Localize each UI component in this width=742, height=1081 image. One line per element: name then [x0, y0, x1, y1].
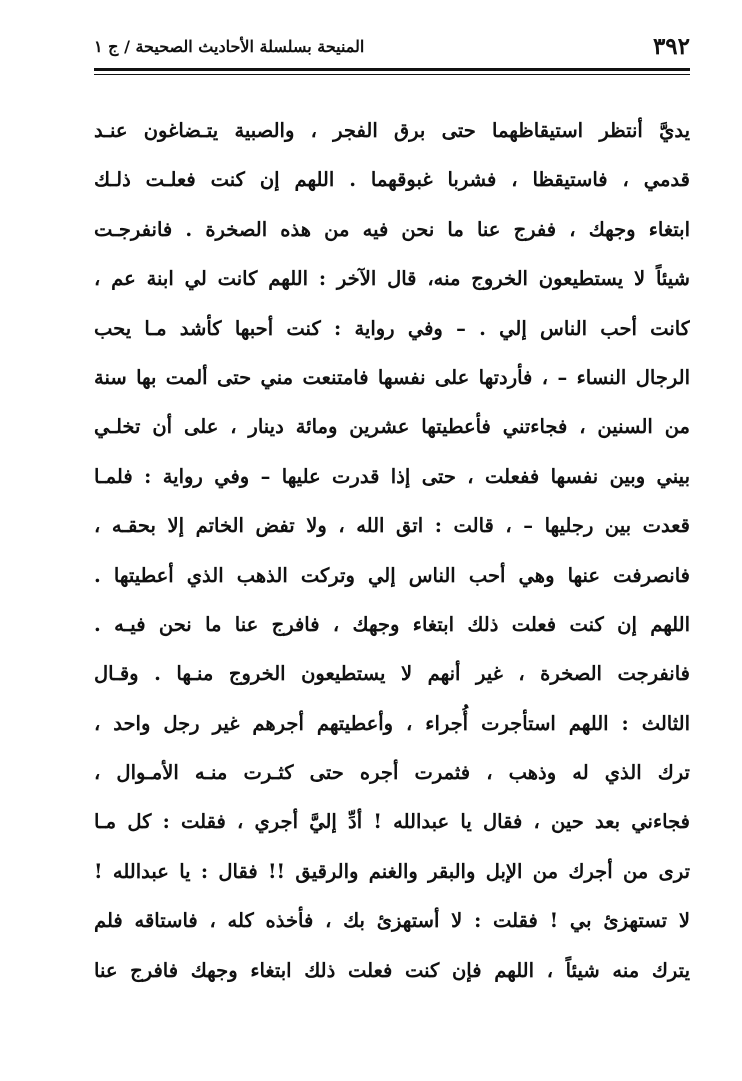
text-line-15: فجاءني بعد حين ، فقال يا عبدالله ! أدِّ إليَّ أجري ، فقلت : كل مـا [94, 810, 690, 834]
text-line-12: فانفرجت الصخرة ، غير أنهم لا يستطيعون الخروج منـها . وقـال [94, 662, 690, 686]
text-line-14: ترك الذي له وذهب ، فثمرت أجره حتى كثـرت منـه الأمـوال ، [94, 761, 690, 785]
header-rule-thin [94, 74, 690, 75]
page-number: ٣٩٢ [652, 32, 690, 60]
text-line-3: ابتغاء وجهك ، ففرج عنا ما نحن فيه من هذه الصخرة . فانفرجـت [94, 217, 690, 241]
page-header [94, 26, 690, 66]
running-title: المنيحة بسلسلة الأحاديث الصحيحة / ج ١ [94, 36, 365, 56]
text-line-11: اللهم إن كنت فعلت ذلك ابتغاء وجهك ، فافرج عنا ما نحن فيـه . [94, 612, 690, 636]
text-line-6: الرجال النساء – ، فأردتها على نفسها فامتنعت مني حتى ألمت بها سنة [94, 365, 690, 389]
text-line-4: شيئاً لا يستطيعون الخروج منه، قال الآخر : اللهم كانت لي ابنة عم ، [94, 267, 690, 291]
text-line-13: الثالث : اللهم استأجرت أُجراء ، وأعطيتهم أجرهم غير رجل واحد ، [94, 711, 690, 735]
text-line-18: يترك منه شيئاً ، اللهم فإن كنت فعلت ذلك ابتغاء وجهك فافرج عنا [94, 958, 690, 982]
header-rule-thick [94, 68, 690, 71]
text-line-10: فانصرفت عنها وهي أحب الناس إلي وتركت الذهب الذي أعطيتها . [94, 563, 690, 587]
body-text [94, 106, 690, 995]
text-line-5: كانت أحب الناس إلي . – وفي رواية : كنت أحبها كأشد مـا يحب [94, 316, 690, 340]
text-line-17: لا تستهزئ بي ! فقلت : لا أستهزئ بك ، فأخذه كله ، فاستاقه فلم [94, 909, 690, 933]
text-line-16: ترى من أجرك من الإبل والبقر والغنم والرقيق !! فقال : يا عبدالله ! [94, 859, 690, 883]
text-line-2: قدمي ، فاستيقظا ، فشربا غبوقهما . اللهم إن كنت فعلـت ذلـك [94, 168, 690, 192]
text-line-1: يديَّ أنتظر استيقاظهما حتى برق الفجر ، والصبية يتـضاغون عنـد [94, 119, 690, 142]
text-line-9: قعدت بين رجليها – ، قالت : اتق الله ، ولا تفض الخاتم إلا بحقـه ، [94, 514, 690, 538]
text-line-8: بيني وبين نفسها ففعلت ، حتى إذا قدرت عليها – وفي رواية : فلمـا [94, 464, 690, 488]
text-line-7: من السنين ، فجاءتني فأعطيتها عشرين ومائة دينار ، على أن تخلـي [94, 415, 690, 439]
